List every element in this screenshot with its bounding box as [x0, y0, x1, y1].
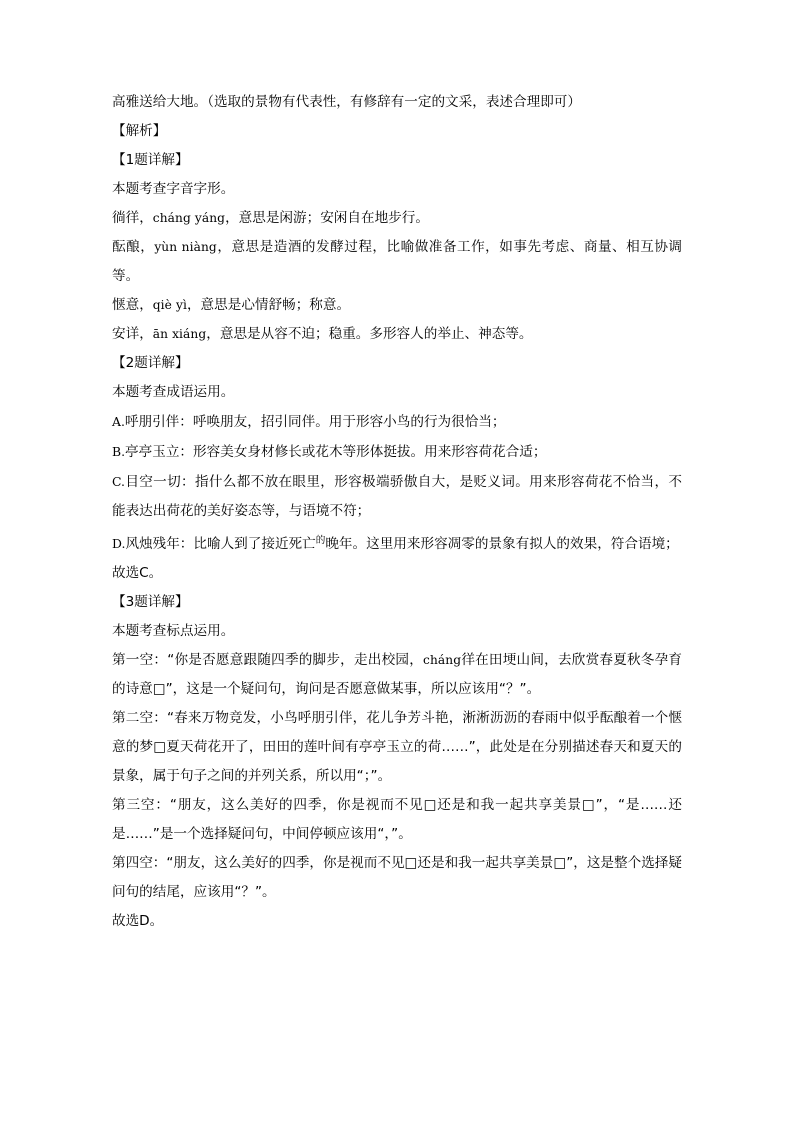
blank-1-label: 第一空： [112, 652, 168, 668]
option-d [112, 526, 682, 559]
vocab-word: 惬意 [112, 297, 140, 313]
option-c [112, 467, 682, 526]
comma-separator: ， [140, 239, 155, 255]
option-d-text-part-1: 风烛残年：比喻人到了接近死亡 [125, 536, 316, 552]
blank-4-label: 第四空： [112, 855, 167, 871]
paragraph-question-2-intro: 本题考查成语运用。 [112, 384, 235, 400]
blank-4-explanation [112, 849, 682, 907]
blank-1-pinyin: cháng [423, 653, 462, 667]
vocab-word: 徜徉 [112, 210, 140, 226]
paragraph-previous-answer-tail: 高雅送给大地。（选取的景物有代表性，有修辞有一定的文采，表述合理即可） [112, 94, 581, 110]
heading-analysis: 【解析】 [112, 123, 167, 139]
option-letter-d: D. [112, 536, 126, 551]
blank-3-explanation [112, 791, 682, 849]
heading-question-2-detail: 【2题详解】 [112, 355, 189, 371]
vocab-pinyin: ān xiáng [152, 327, 207, 341]
option-letter-a: A. [112, 414, 125, 429]
vocab-entry-yunniang [112, 233, 682, 291]
comma-separator: ， [139, 297, 153, 313]
vocab-entry-qieyi [112, 291, 682, 320]
blank-1-quote-part-2: 徉在田埂山间，去欣赏春夏秋冬孕育的诗意□”， [112, 652, 683, 697]
conclusion-question-3: 故选D。 [112, 913, 164, 929]
comma-separator: ， [206, 326, 220, 342]
vocab-gloss: 意思是造酒的发酵过程，比喻做准备工作，如事先考虑、商量、相互协调等。 [112, 239, 683, 284]
blank-2-explanation [112, 704, 682, 791]
vocab-gloss: 意思是闲游；安闲自在地步行。 [238, 210, 429, 226]
option-b-text: 亭亭玉立：形容美女身材修长或花木等形体挺拔。用来形容荷花合适； [125, 444, 547, 460]
vocab-pinyin: yùn niàng [154, 240, 217, 254]
option-d-raised-char: 的 [315, 535, 326, 546]
vocab-pinyin: qiè yì [152, 298, 187, 312]
blank-1-quote-part-1: “你是否愿意跟随四季的脚步，走出校园， [167, 652, 424, 668]
option-letter-b: B. [112, 444, 126, 459]
option-b [112, 437, 682, 467]
option-a [112, 407, 682, 437]
comma-separator: ， [186, 297, 201, 313]
vocab-word: 酝酿 [112, 239, 141, 255]
blank-4-text: “朋友，这么美好的四季，你是视而不见□还是和我一起共享美景□”，这是整个选择疑问句的结尾，应该用“？”。 [112, 855, 682, 900]
option-a-text: 呼朋引伴：呼唤朋友，招引同伴。用于形容小鸟的行为很恰当； [124, 414, 506, 430]
blank-2-text: “春来万物竞发，小鸟呼朋引伴，花儿争芳斗艳，淅淅沥沥的春雨中似乎酝酿着一个惬意的梦□夏天荷花开了，田田的莲叶间有亭亭玉立的荷……”，此处是在分别描述春天和夏天的景象，属于句子之间的并列关系，所以用“；”。 [112, 710, 683, 784]
conclusion-question-2: 故选C。 [112, 565, 163, 581]
comma-separator: ， [216, 239, 232, 255]
vocab-entry-changyang [112, 204, 682, 233]
blank-3-label: 第三空： [112, 797, 170, 813]
heading-question-3-detail: 【3题详解】 [112, 594, 189, 610]
blank-1-explanation [112, 646, 682, 704]
vocab-word: 安详 [112, 326, 140, 342]
heading-question-1-detail: 【1题详解】 [112, 152, 189, 168]
paragraph-question-3-intro: 本题考查标点运用。 [112, 623, 235, 639]
comma-separator: ， [139, 210, 153, 226]
blank-1-explain: 这是一个疑问句，询问是否愿意做某事，所以应该用“？”。 [186, 681, 541, 697]
comma-separator: ， [225, 210, 239, 226]
document-text-body [112, 88, 682, 936]
vocab-gloss: 意思是从容不迫；稳重。多形容人的举止、神态等。 [219, 326, 533, 342]
paragraph-question-1-intro: 本题考查字音字形。 [112, 181, 235, 197]
vocab-gloss: 意思是心情舒畅；称意。 [200, 297, 351, 313]
option-c-text: 目空一切：指什么都不放在眼里，形容极端骄傲自大，是贬义词。用来形容荷花不恰当，不能表达出荷花的美好姿态等，与语境不符； [112, 474, 682, 519]
option-d-text-part-2: 晚年。这里用来形容凋零的景象有拟人的效果，符合语境； [325, 536, 679, 552]
vocab-entry-anxiang [112, 320, 682, 349]
vocab-pinyin: cháng yáng [152, 211, 226, 225]
blank-2-label: 第二空： [112, 710, 167, 726]
comma-separator: ， [139, 326, 153, 342]
blank-3-text: “朋友，这么美好的四季，你是视而不见□还是和我一起共享美景□”，“是……还是……”是一个选择疑问句，中间停顿应该用“，”。 [112, 797, 682, 842]
option-letter-c: C. [112, 474, 125, 489]
